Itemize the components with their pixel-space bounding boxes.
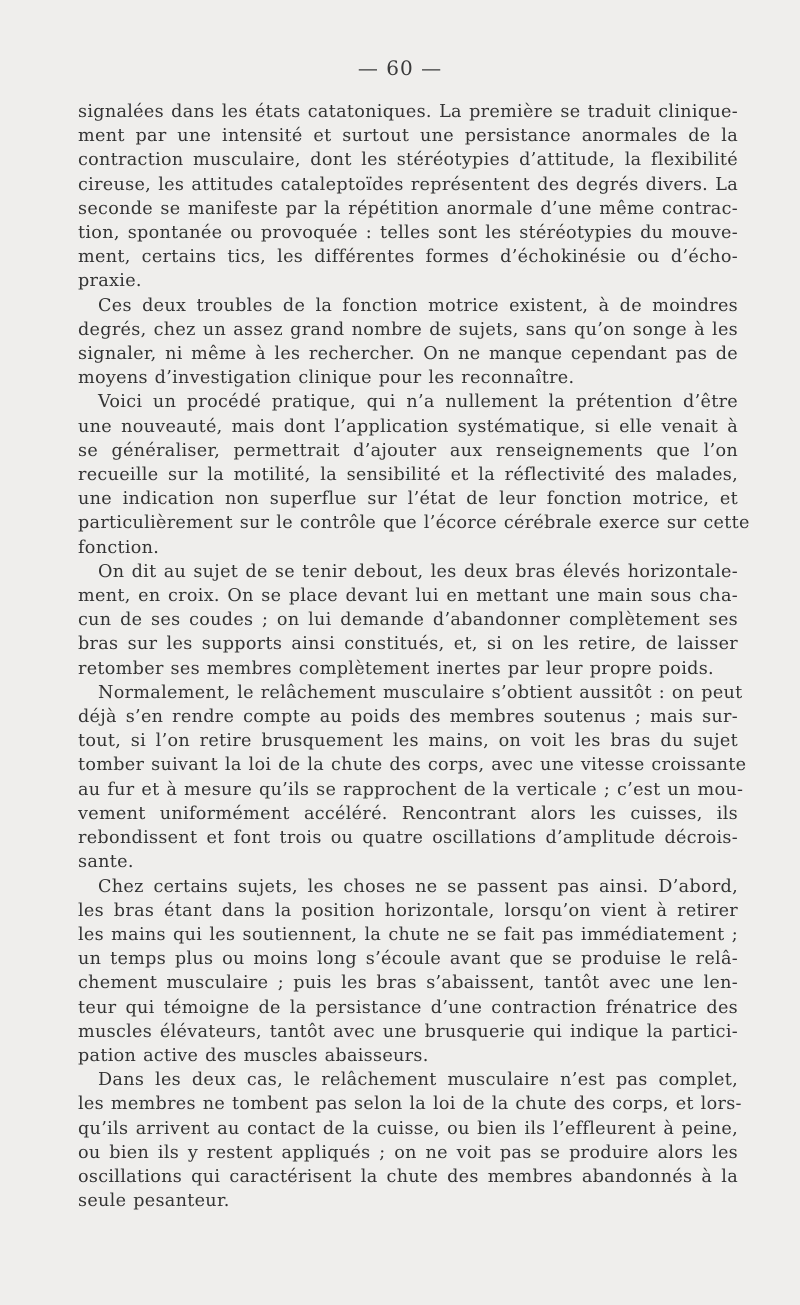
text-line: degrés, chez un assez grand nombre de sujets, sans qu’on songe à les <box>78 319 738 340</box>
text-line: vement uniformément accéléré. Rencontrant alors les cuisses, ils <box>78 803 738 824</box>
text-line: ment par une intensité et surtout une persistance anormales de la <box>78 126 738 147</box>
text-line: retomber ses membres complètement inertes par leur propre poids. <box>78 658 714 679</box>
text-line: fonction. <box>78 537 160 558</box>
text-line: les mains qui les soutiennent, la chute ne se fait pas immédiatement ; <box>78 924 738 945</box>
text-line: au fur et à mesure qu’ils se rapprochent de la verticale ; c’est un mou- <box>78 779 744 800</box>
text-line: moyens d’investigation clinique pour les reconnaître. <box>78 368 575 389</box>
page-number: — 60 — <box>357 56 443 80</box>
paragraph <box>78 560 738 681</box>
text-line: tout, si l’on retire brusquement les mains, on voit les bras du sujet <box>78 731 738 752</box>
paragraph <box>78 294 738 391</box>
text-line: Voici un procédé pratique, qui n’a nullement la prétention d’être <box>98 392 738 413</box>
text-line: rebondissent et font trois ou quatre oscillations d’amplitude décrois- <box>78 828 738 849</box>
text-line: signaler, ni même à les rechercher. On ne manque cependant pas de <box>78 344 738 365</box>
text-line: qu’ils arrivent au contact de la cuisse, ou bien ils l’effleurent à peine, <box>78 1118 738 1139</box>
text-line: On dit au sujet de se tenir debout, les deux bras élevés horizontale- <box>98 561 738 582</box>
text-line: Normalement, le relâchement musculaire s’obtient aussitôt : on peut <box>98 682 743 703</box>
paragraph <box>78 100 738 294</box>
paragraph <box>78 390 750 559</box>
text-line: déjà s’en rendre compte au poids des membres soutenus ; mais sur- <box>78 707 738 728</box>
text-line: teur qui témoigne de la persistance d’une contraction frénatrice des <box>78 997 738 1018</box>
text-line: une indication non superflue sur l’état de leur fonction motrice, et <box>78 489 738 510</box>
text-line: se généraliser, permettrait d’ajouter aux renseignements que l’on <box>78 440 738 461</box>
text-line: muscles élévateurs, tantôt avec une brusquerie qui indique la partici- <box>78 1021 738 1042</box>
text-line: tomber suivant la loi de la chute des corps, avec une vitesse croissante <box>78 755 747 776</box>
text-line: ou bien ils y restent appliqués ; on ne voit pas se produire alors les <box>78 1142 738 1163</box>
text-line: pation active des muscles abaisseurs. <box>78 1045 429 1066</box>
text-line: Ces deux troubles de la fonction motrice existent, à de moindres <box>98 295 738 316</box>
text-line: seule pesanteur. <box>78 1191 230 1212</box>
text-line: signalées dans les états catatoniques. La première se traduit clinique- <box>78 102 738 122</box>
text-line: recueille sur la motilité, la sensibilité et la réflectivité des malades, <box>78 465 738 486</box>
text-line: oscillations qui caractérisent la chute des membres abandonnés à la <box>78 1166 738 1187</box>
text-line: cireuse, les attitudes cataleptoïdes représentent des degrés divers. La <box>78 174 738 195</box>
text-line: ment, certains tics, les différentes formes d’échokinésie ou d’écho- <box>78 247 738 268</box>
text-line: les bras étant dans la position horizontale, lorsqu’on vient à retirer <box>78 900 738 921</box>
text-line: particulièrement sur le contrôle que l’écorce cérébrale exerce sur cette <box>78 513 750 534</box>
text-line: sante. <box>78 852 134 873</box>
text-line: bras sur les supports ainsi constitués, et, si on les retire, de laisser <box>78 634 738 655</box>
body-text <box>78 100 750 1213</box>
paragraph <box>78 681 747 875</box>
text-line: contraction musculaire, dont les stéréotypies d’attitude, la flexibilité <box>78 150 738 171</box>
text-line: seconde se manifeste par la répétition anormale d’une même contrac- <box>78 198 738 219</box>
text-line: les membres ne tombent pas selon la loi de la chute des corps, et lors- <box>78 1094 742 1115</box>
text-line: Chez certains sujets, les choses ne se passent pas ainsi. D’abord, <box>98 876 738 897</box>
text-line: un temps plus ou moins long s’écoule avant que se produise le relâ- <box>78 949 738 970</box>
text-line: Dans les deux cas, le relâchement musculaire n’est pas complet, <box>98 1070 738 1091</box>
text-line: praxie. <box>78 271 142 292</box>
text-line: ment, en croix. On se place devant lui en mettant une main sous cha- <box>78 586 738 607</box>
text-line: chement musculaire ; puis les bras s’abaissent, tantôt avec une len- <box>78 973 738 994</box>
text-line: une nouveauté, mais dont l’application systématique, si elle venait à <box>78 416 738 437</box>
paragraph <box>78 875 738 1069</box>
text-line: tion, spontanée ou provoquée : telles sont les stéréotypies du mouve- <box>78 223 738 244</box>
text-line: cun de ses coudes ; on lui demande d’abandonner complètement ses <box>78 610 738 631</box>
paragraph <box>78 1068 742 1213</box>
